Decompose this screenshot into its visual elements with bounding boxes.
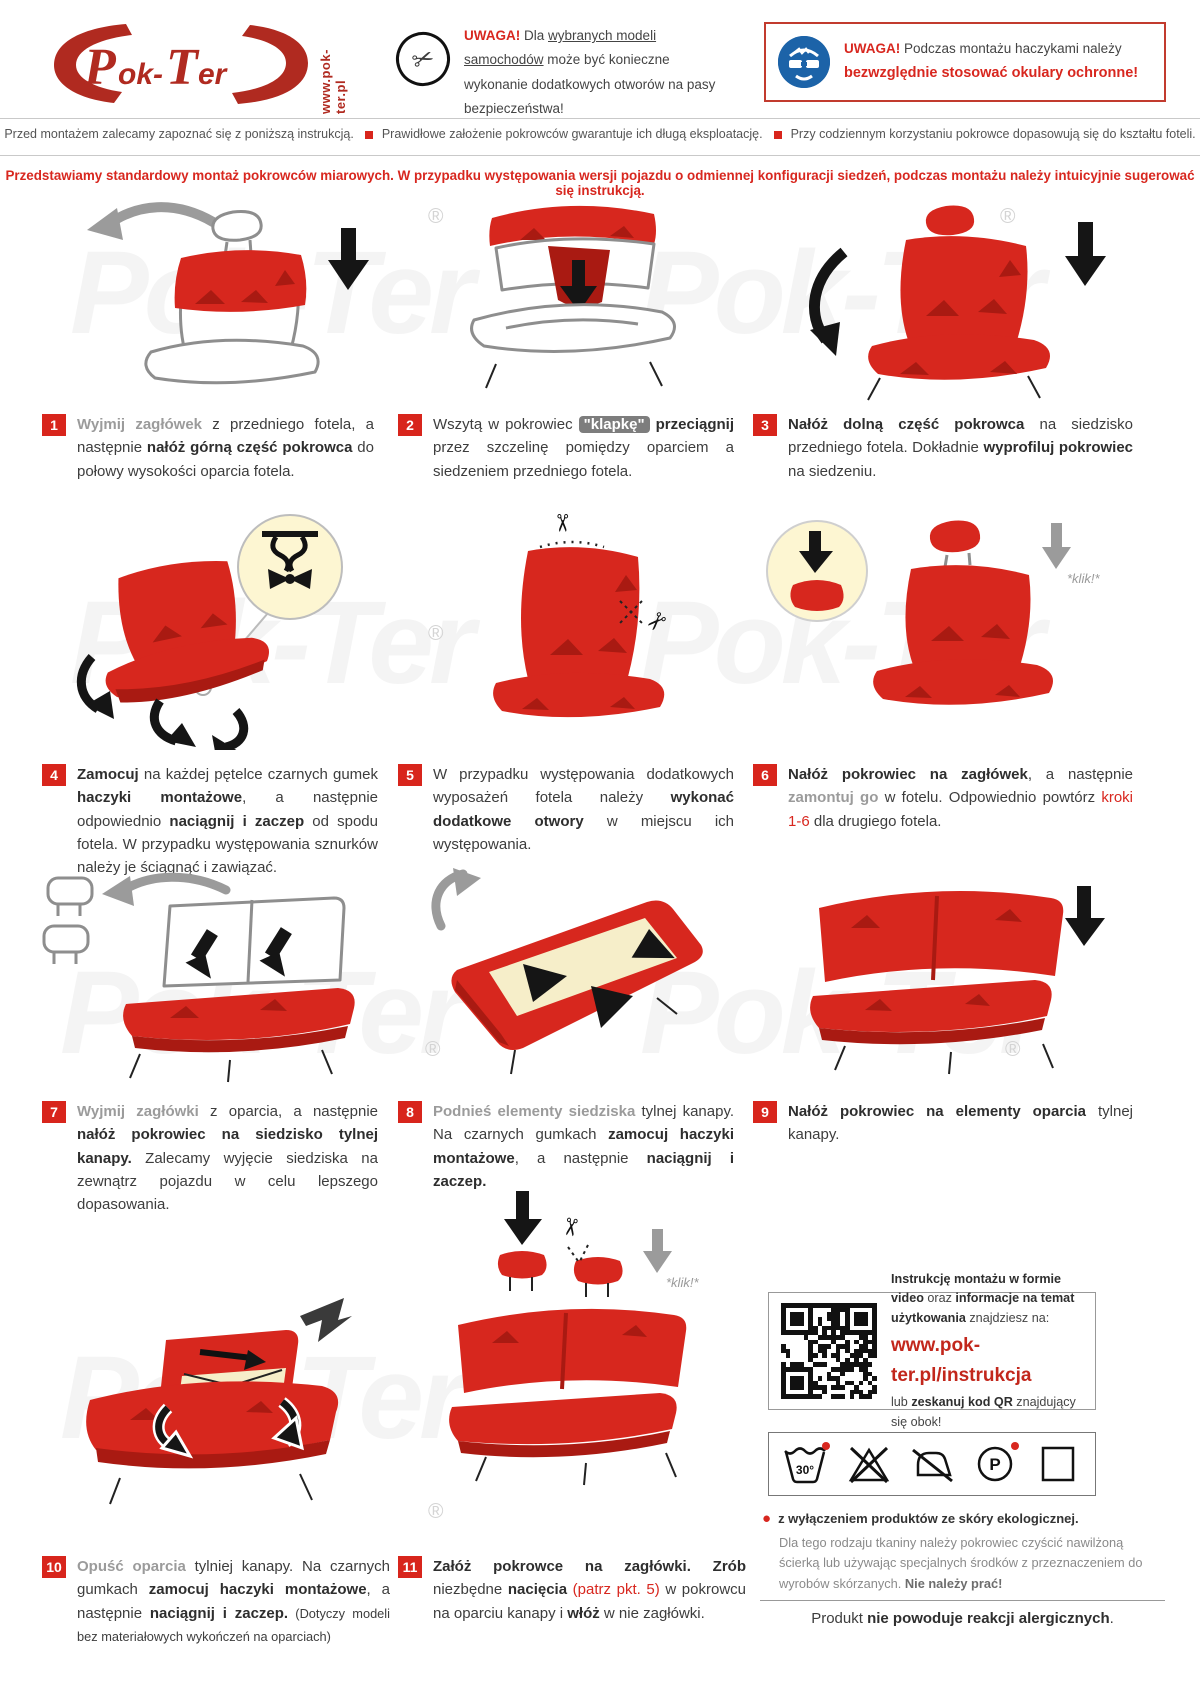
divider bbox=[760, 1600, 1165, 1601]
step-number: 10 bbox=[42, 1556, 66, 1578]
step-text: Zamocuj na każdej pętelce czarnych gumek haczyki montażowe, a następnie odpowiednio naciągnij i zaczep od spodu fotela. W przypadku występowania sznurków należy je ściągnąć i zawiązać. bbox=[77, 766, 378, 876]
step-6 bbox=[753, 763, 1133, 833]
klik-label: *klik!* bbox=[1067, 571, 1100, 586]
step-text: Wyjmij zagłówki z oparcia, a następnie nałóż pokrowiec na siedzisko tylnej kanapy. Zalecamy wyjęcie siedziska na zewnątrz pojazdu w celu lepszego dopasowania. bbox=[77, 1103, 378, 1213]
qr-url: www.pok-ter.pl/instrukcja bbox=[891, 1335, 1032, 1386]
step-1-illustration bbox=[45, 198, 375, 408]
step-number: 11 bbox=[398, 1556, 422, 1578]
step-2 bbox=[398, 413, 734, 483]
step-4 bbox=[42, 763, 378, 879]
info-strip bbox=[0, 127, 1200, 141]
svg-text:er: er bbox=[198, 58, 227, 91]
wash-30-icon bbox=[781, 1442, 831, 1486]
info-item: Przy codziennym korzystaniu pokrowce dopasowują się do kształtu foteli. bbox=[790, 127, 1196, 141]
pokter-logo bbox=[48, 18, 313, 110]
step-text: Nałóż dolną część pokrowca na siedzisko przedniego fotela. Dokładnie wyprofiluj pokrowiec na siedzeniu. bbox=[788, 416, 1134, 480]
svg-text:P: P bbox=[989, 1455, 1001, 1474]
warning-scissors-text: UWAGA! Dla wybranych modeli samochodów może być konieczne wykonanie dodatkowych otworów na pasy bezpieczeństwa! bbox=[464, 28, 716, 116]
divider bbox=[0, 155, 1200, 156]
qr-text bbox=[891, 1270, 1083, 1432]
registered-mark: ® bbox=[428, 622, 444, 645]
footnote-body: Dla tego rodzaju tkaniny należy pokrowiec czyścić nawilżoną ścierką lub używając specjalnych środków z przeznaczeniem do wyrobów skórzanych. Nie należy prać! bbox=[779, 1535, 1143, 1591]
step-5-illustration bbox=[430, 505, 710, 755]
dry-clean-p-icon bbox=[970, 1442, 1020, 1486]
registered-mark: ® bbox=[1005, 1038, 1021, 1061]
eco-leather-footnote bbox=[762, 1510, 1154, 1594]
step-11-illustration bbox=[400, 1185, 730, 1550]
divider bbox=[0, 118, 1200, 119]
warning-goggles-line1: UWAGA! Podczas montażu haczykami należy bbox=[844, 41, 1122, 57]
registered-mark: ® bbox=[1000, 205, 1016, 228]
intro-line: Przedstawiamy standardowy montaż pokrowców miarowych. W przypadku występowania wersji pojazdu o odmiennej konfiguracji siedzeń, podczas montażu należy intuicyjnie sugerować się instrukcją. bbox=[5, 168, 1195, 198]
step-11 bbox=[398, 1555, 746, 1625]
scissors-circle-icon: ✂ bbox=[388, 24, 457, 93]
red-square-bullet bbox=[774, 131, 782, 139]
step-number: 2 bbox=[398, 414, 422, 436]
step-8 bbox=[398, 1100, 734, 1193]
registered-mark: ® bbox=[428, 1500, 444, 1523]
step-text: Opuść oparcia tylniej kanapy. Na czarnych gumkach zamocuj haczyki montażowe, a następnie naciągnij i zaczep. (Dotyczy modeli bez materiałowych wykończeń na oparciach) bbox=[77, 1558, 391, 1644]
step-5 bbox=[398, 763, 734, 856]
warning-goggles-line2: bezwzględnie stosować okulary ochronne! bbox=[844, 65, 1139, 82]
qr-code bbox=[781, 1303, 877, 1399]
step-8-illustration bbox=[395, 868, 735, 1098]
step-text: W przypadku występowania dodatkowych wyposażeń fotela należy wykonać dodatkowe otwory w miejscu ich występowania. bbox=[433, 766, 734, 853]
step-text: Nałóż pokrowiec na zagłówek, a następnie zamontuj go w fotelu. Odpowiednio powtórz kroki 1-6 dla drugiego fotela. bbox=[788, 766, 1133, 830]
do-not-bleach-icon bbox=[844, 1442, 894, 1486]
step-2-illustration bbox=[400, 196, 730, 409]
qr-line2: lub zeskanuj kod QR znajdujący się obok! bbox=[891, 1395, 1076, 1429]
svg-text:✂: ✂ bbox=[554, 1214, 586, 1240]
step-10-illustration bbox=[50, 1280, 380, 1545]
step-number: 6 bbox=[753, 764, 777, 786]
step-number: 5 bbox=[398, 764, 422, 786]
svg-text:ok-: ok- bbox=[118, 58, 163, 91]
step-number: 7 bbox=[42, 1101, 66, 1123]
step-number: 8 bbox=[398, 1101, 422, 1123]
svg-text:30°: 30° bbox=[796, 1463, 815, 1477]
qr-line1: Instrukcję montażu w formie video oraz informacje na temat użytkowania znajdziesz na: bbox=[891, 1271, 1075, 1325]
step-text: Wyjmij zagłówek z przedniego fotela, a następnie nałóż górną część pokrowca do połowy wysokości oparcia fotela. bbox=[77, 416, 374, 480]
warning-goggles bbox=[764, 22, 1166, 102]
registered-mark: ® bbox=[428, 205, 444, 228]
step-4-illustration bbox=[40, 505, 385, 755]
red-bullet: ● bbox=[762, 1510, 772, 1527]
step-10 bbox=[42, 1555, 390, 1648]
svg-text:P: P bbox=[84, 39, 116, 96]
step-6-illustration bbox=[755, 505, 1125, 755]
step-3-illustration bbox=[760, 196, 1120, 409]
brand-website: www.pok-ter.pl bbox=[318, 49, 348, 114]
info-item: Przed montażem zalecamy zapoznać się z poniższą instrukcją. bbox=[4, 127, 354, 141]
footnote-title: ● z wyłączeniem produktów ze skóry ekologicznej. bbox=[762, 1510, 1079, 1527]
info-item: Prawidłowe założenie pokrowców gwarantuje ich długą eksploatację. bbox=[381, 127, 763, 141]
warning-scissors bbox=[396, 24, 726, 121]
svg-text:T: T bbox=[166, 39, 198, 96]
klik-label: *klik!* bbox=[666, 1275, 699, 1290]
step-number: 9 bbox=[753, 1101, 777, 1123]
step-7 bbox=[42, 1100, 378, 1216]
registered-mark: ® bbox=[425, 1038, 441, 1061]
step-text: Wszytą w pokrowiec "klapkę" przeciągnij przez szczelinę pomiędzy oparciem a siedzeniem przedniego fotela. bbox=[433, 416, 734, 480]
step-3 bbox=[753, 413, 1133, 483]
step-9 bbox=[753, 1100, 1133, 1147]
qr-info-box bbox=[768, 1271, 1096, 1429]
step-number: 3 bbox=[753, 414, 777, 436]
svg-text:✂: ✂ bbox=[638, 604, 673, 639]
step-9-illustration bbox=[755, 868, 1125, 1098]
safety-goggles-icon bbox=[778, 36, 830, 88]
allergy-note: Produkt nie powoduje reakcji alergicznych. bbox=[811, 1610, 1114, 1627]
step-text: Załóż pokrowce na zagłówki. Zrób niezbędne nacięcia (patrz pkt. 5) w pokrowcu na oparciu kanapy i włóż w nie zagłówki. bbox=[433, 1558, 746, 1622]
step-text: Podnieś elementy siedziska tylnej kanapy. Na czarnych gumkach zamocuj haczyki montażowe, a następnie naciągnij i zaczep. bbox=[433, 1103, 735, 1190]
red-dot bbox=[1011, 1442, 1019, 1450]
warning-goggles-text bbox=[844, 38, 1138, 86]
do-not-iron-icon bbox=[907, 1442, 957, 1486]
red-square-bullet bbox=[365, 131, 373, 139]
step-number: 1 bbox=[42, 414, 66, 436]
step-7-illustration bbox=[30, 868, 390, 1098]
drying-square-icon bbox=[1033, 1442, 1083, 1486]
svg-text:✂: ✂ bbox=[548, 513, 576, 534]
step-1 bbox=[42, 413, 374, 483]
care-symbols-box bbox=[768, 1432, 1096, 1496]
step-number: 4 bbox=[42, 764, 66, 786]
step-text: Nałóż pokrowiec na elementy oparcia tylnej kanapy. bbox=[788, 1103, 1133, 1144]
